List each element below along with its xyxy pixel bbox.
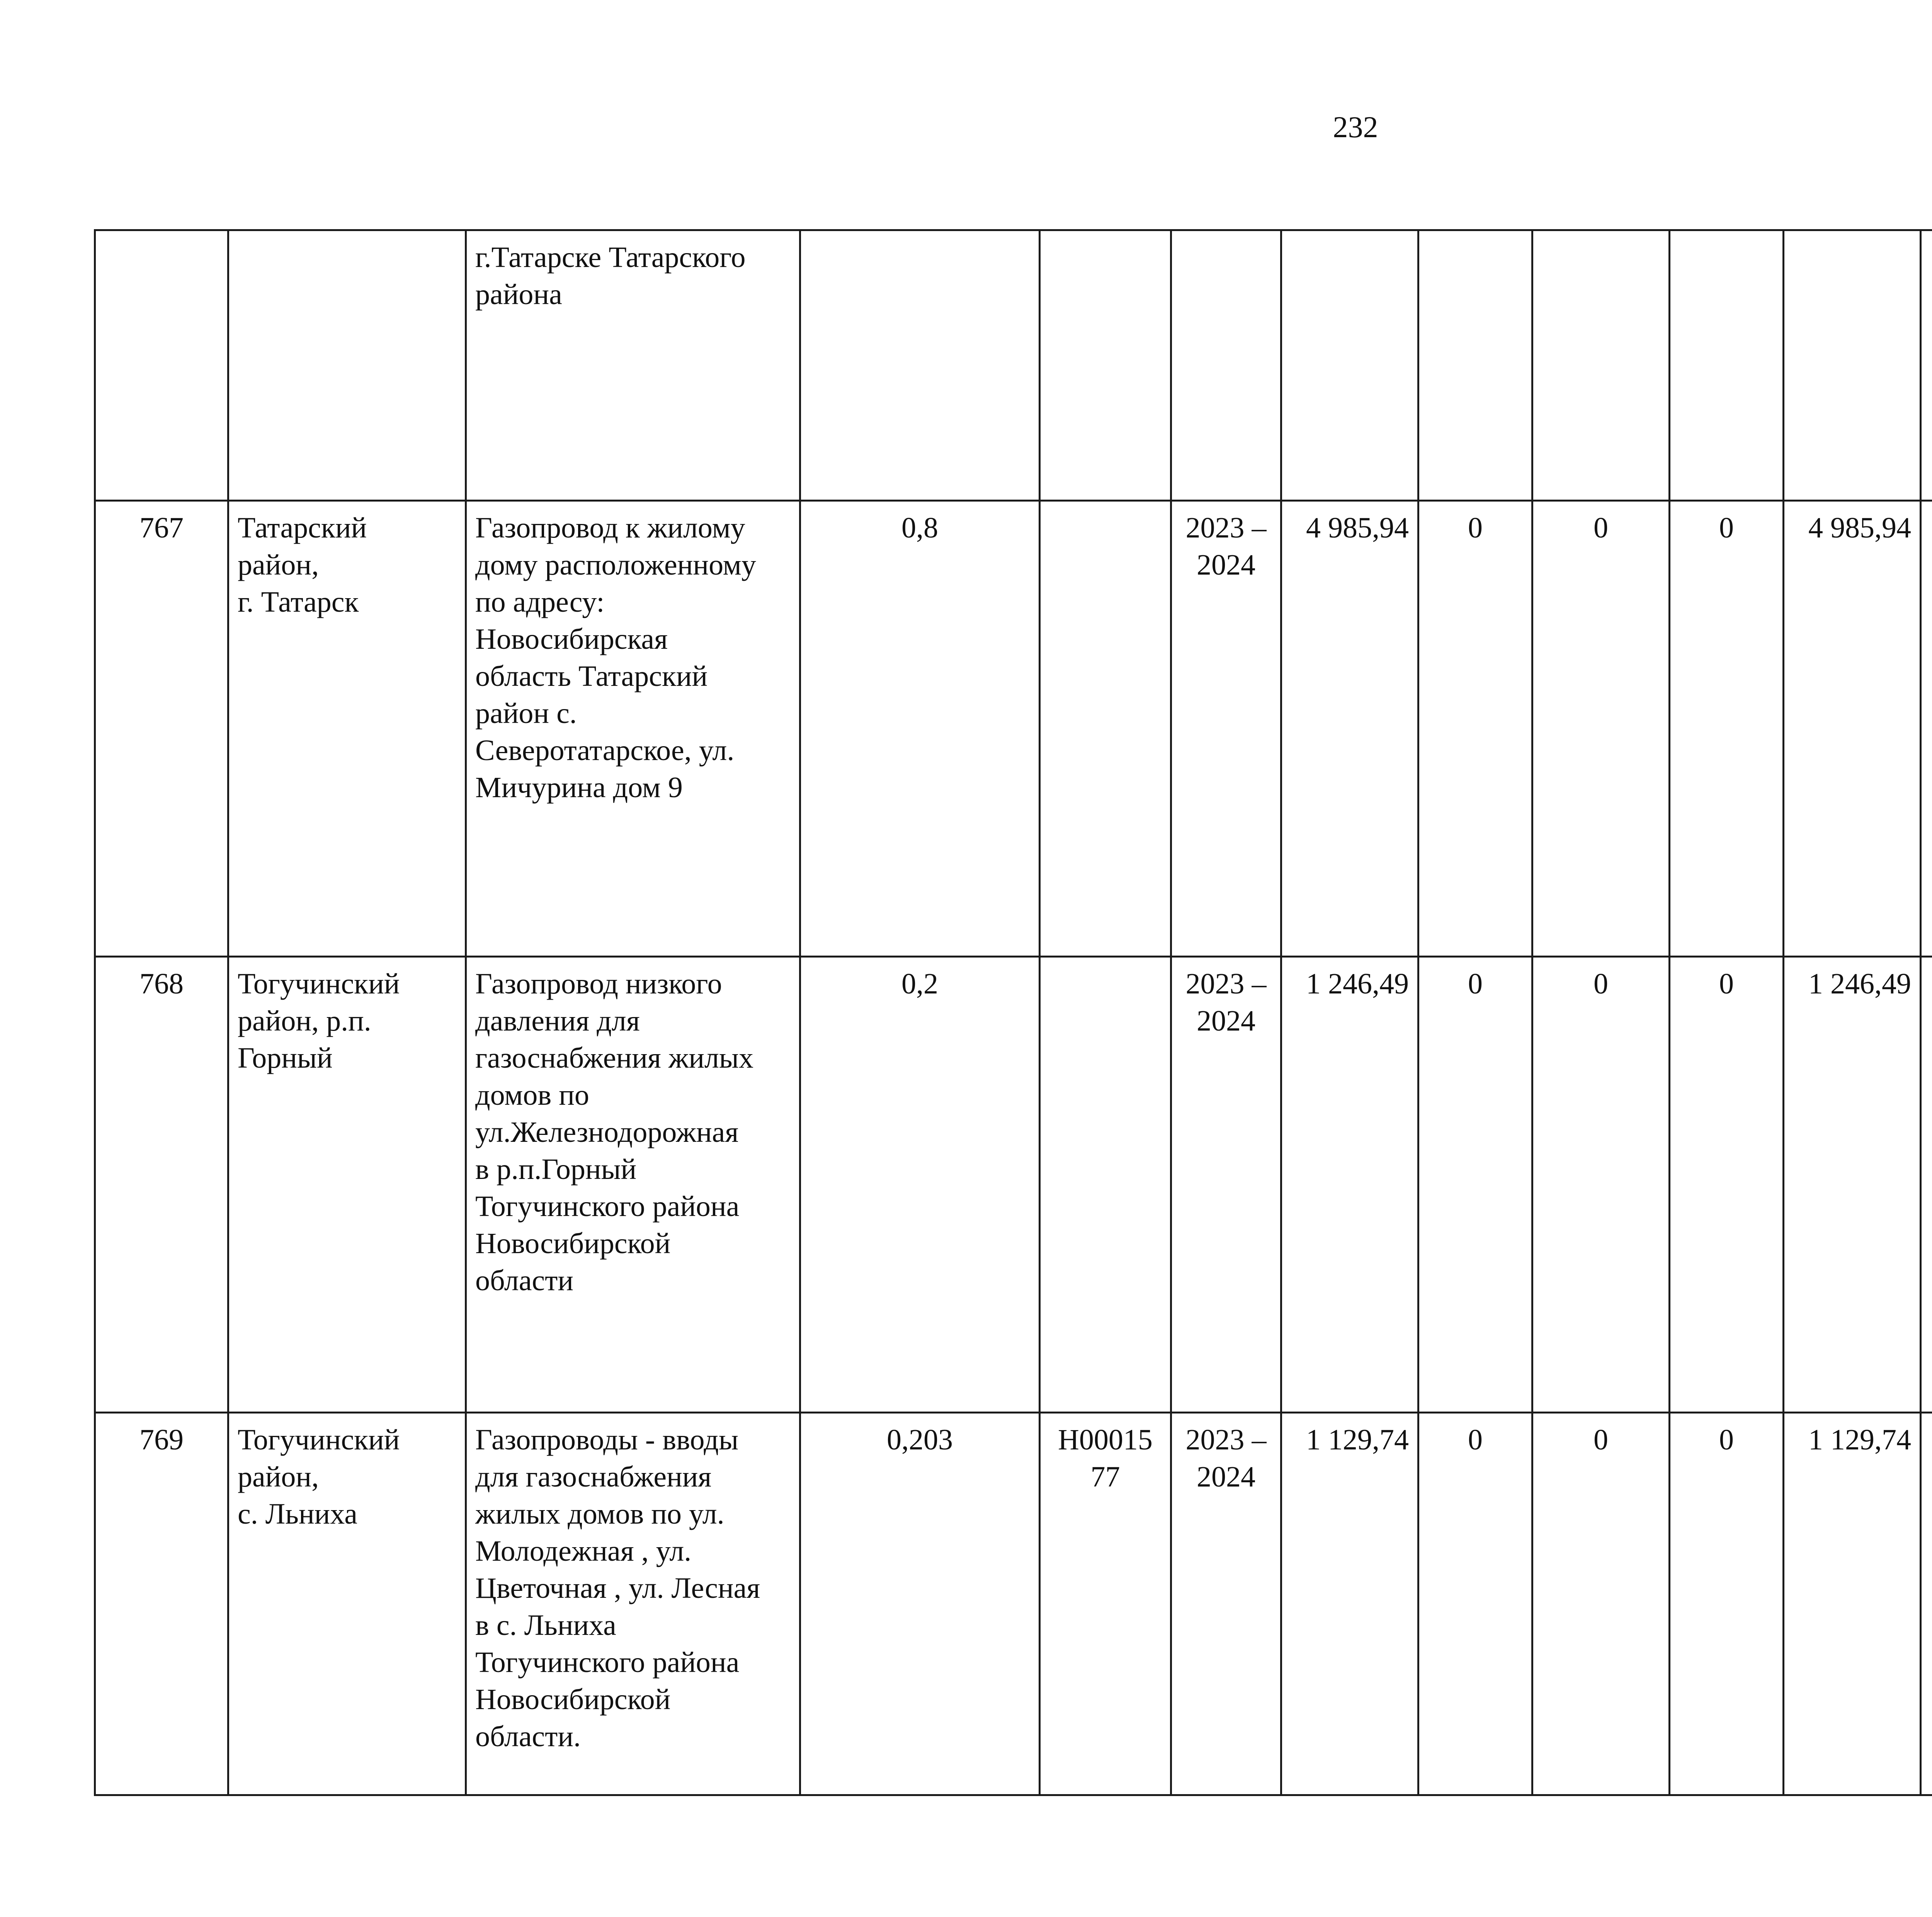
cell-v2 bbox=[1532, 230, 1670, 501]
cell-code bbox=[1040, 957, 1171, 1413]
cell-code bbox=[1040, 501, 1171, 957]
cell-v1 bbox=[1418, 230, 1532, 501]
cell-org bbox=[1921, 1413, 1932, 1795]
table-row bbox=[95, 957, 1932, 1413]
cell-district: Татарский район, г. Татарск bbox=[228, 501, 466, 957]
cell-num: 769 bbox=[95, 1413, 228, 1795]
cell-total bbox=[1281, 230, 1418, 501]
cell-v2: 0 bbox=[1532, 501, 1670, 957]
cell-v4 bbox=[1784, 230, 1921, 501]
cell-period: 2023 – 2024 bbox=[1171, 957, 1281, 1413]
cell-total: 4 985,94 bbox=[1281, 501, 1418, 957]
cell-num: 768 bbox=[95, 957, 228, 1413]
cell-total: 1 129,74 bbox=[1281, 1413, 1418, 1795]
cell-v4: 1 129,74 bbox=[1784, 1413, 1921, 1795]
cell-period: 2023 – 2024 bbox=[1171, 1413, 1281, 1795]
cell-v3 bbox=[1670, 230, 1784, 501]
table-row bbox=[95, 1413, 1932, 1795]
cell-v3: 0 bbox=[1670, 1413, 1784, 1795]
cell-code bbox=[1040, 230, 1171, 501]
table-row-continuation bbox=[95, 230, 1932, 501]
cell-object: Газопроводы - вводы для газоснабжения жилых домов по ул. Молодежная , ул. Цветочная , ул. Лесная в с. Льниха Тогучинского района Новосибирской области. bbox=[466, 1413, 800, 1795]
cell-district: Тогучинский район, с. Льниха bbox=[228, 1413, 466, 1795]
cell-v3: 0 bbox=[1670, 501, 1784, 957]
cell-v4: 4 985,94 bbox=[1784, 501, 1921, 957]
cell-v1: 0 bbox=[1418, 1413, 1532, 1795]
page-number: 232 bbox=[1333, 110, 1378, 144]
cell-num: 767 bbox=[95, 501, 228, 957]
gas-pipeline-table bbox=[94, 229, 1932, 1796]
cell-v2: 0 bbox=[1532, 1413, 1670, 1795]
cell-object: Газопровод низкого давления для газоснабжения жилых домов по ул.Железнодорожная в р.п.Горный Тогучинского района Новосибирской области bbox=[466, 957, 800, 1413]
table-row bbox=[95, 501, 1932, 957]
cell-object: Газопровод к жилому дому расположенному по адресу: Новосибирская область Татарский район с. Северотатарское, ул. Мичурина дом 9 bbox=[466, 501, 800, 957]
cell-v4: 1 246,49 bbox=[1784, 957, 1921, 1413]
cell-district bbox=[228, 230, 466, 501]
cell-v1: 0 bbox=[1418, 957, 1532, 1413]
cell-period: 2023 – 2024 bbox=[1171, 501, 1281, 957]
cell-total: 1 246,49 bbox=[1281, 957, 1418, 1413]
cell-num bbox=[95, 230, 228, 501]
cell-org bbox=[1921, 957, 1932, 1413]
cell-code: Н00015 77 bbox=[1040, 1413, 1171, 1795]
cell-period bbox=[1171, 230, 1281, 501]
cell-length: 0,8 bbox=[800, 501, 1040, 957]
cell-length bbox=[800, 230, 1040, 501]
cell-length: 0,203 bbox=[800, 1413, 1040, 1795]
cell-length: 0,2 bbox=[800, 957, 1040, 1413]
cell-org bbox=[1921, 230, 1932, 501]
cell-v3: 0 bbox=[1670, 957, 1784, 1413]
cell-object: г.Татарске Татарского района bbox=[466, 230, 800, 501]
cell-v2: 0 bbox=[1532, 957, 1670, 1413]
cell-v1: 0 bbox=[1418, 501, 1532, 957]
cell-org bbox=[1921, 501, 1932, 957]
cell-district: Тогучинский район, р.п. Горный bbox=[228, 957, 466, 1413]
